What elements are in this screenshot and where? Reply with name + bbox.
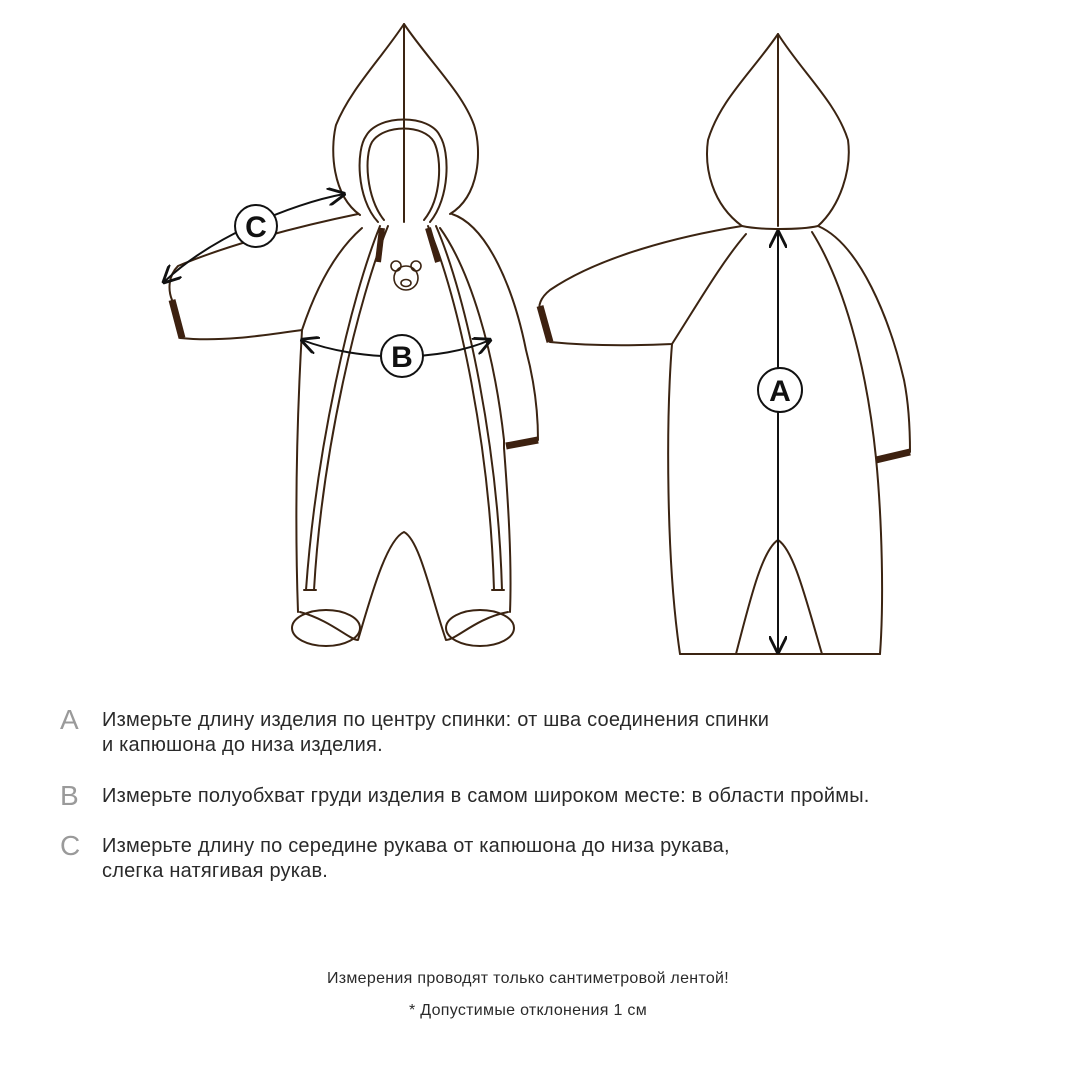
back-body-left	[668, 344, 680, 654]
measure-b-label: B	[391, 341, 413, 374]
front-left-foot	[292, 610, 360, 646]
back-right-arm	[818, 226, 910, 452]
back-cuffs	[540, 306, 910, 460]
front-legs	[300, 532, 508, 640]
instruction-c-text-line2: слегка натягивая рукав.	[102, 860, 329, 882]
instruction-b-letter: B	[60, 780, 79, 811]
tolerance-note: * Допустимые отклонения 1 см	[408, 1002, 647, 1019]
front-body-left	[296, 330, 302, 612]
back-hood-base	[742, 226, 818, 229]
back-left-cuff	[540, 306, 550, 342]
instruction-a-text-line1: Измерьте длину изделия по центру спинки: от шва соединения спинки	[102, 709, 770, 731]
instruction-a-letter: A	[60, 704, 79, 735]
measure-a-label: A	[769, 375, 791, 408]
instruction-b-text: Измерьте полуобхват груди изделия в самом широком месте: в области проймы.	[102, 785, 870, 807]
front-left-cuff	[172, 300, 182, 338]
back-body-right	[876, 458, 882, 654]
front-right-cuff	[506, 440, 538, 446]
back-legs	[680, 540, 880, 654]
instruction-c-letter: C	[60, 830, 81, 861]
back-right-cuff	[876, 452, 910, 460]
back-view	[539, 34, 910, 654]
measurement-note: Измерения проводят только сантиметровой лентой!	[326, 970, 730, 987]
front-view	[170, 24, 538, 646]
back-left-arm	[539, 226, 746, 345]
measure-c-label: C	[245, 211, 267, 244]
front-right-foot	[446, 610, 514, 646]
front-body-right	[504, 448, 511, 612]
instruction-a-text-line2: и капюшона до низа изделия.	[102, 734, 383, 756]
measure-a	[758, 232, 802, 652]
zipper-left-inner	[314, 226, 388, 590]
front-right-arm	[452, 214, 538, 440]
zipper-pull-left	[378, 228, 382, 262]
front-cuffs	[172, 228, 538, 446]
bear-logo-icon	[391, 261, 421, 290]
instruction-c-text-line1: Измерьте длину по середине рукава от капюшона до низа рукава,	[102, 835, 730, 857]
